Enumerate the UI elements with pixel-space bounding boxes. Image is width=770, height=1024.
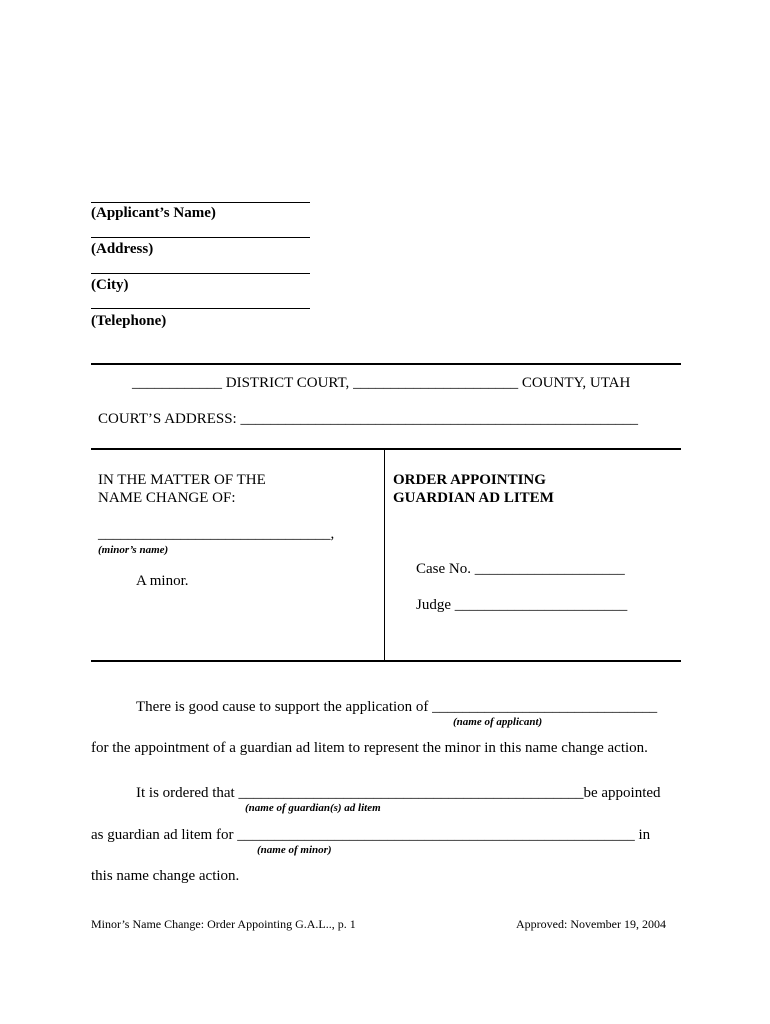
county-utah-text: COUNTY, UTAH [521,375,631,391]
city-label: (City) [91,277,129,293]
in-text: in [638,827,651,843]
be-appointed-text: be appointed [583,785,661,801]
telephone-label: (Telephone) [91,313,167,329]
caption-bottom-rule [91,660,681,662]
footer-right: Approved: November 19, 2004 [516,917,666,931]
para3-text: as guardian ad litem for [91,827,234,843]
name-of-minor-label: (name of minor) [257,844,332,856]
address-label: (Address) [91,241,154,257]
para3-continuation: this name change action. [91,868,240,884]
order-title-line-1: ORDER APPOINTING [393,472,546,488]
telephone-line [91,308,310,309]
city-line [91,273,310,274]
caption-divider [384,449,385,661]
para3-line [91,827,650,844]
court-address-line [98,411,638,428]
judge-line: Judge _______________________ [416,597,628,613]
name-of-guardian-label: (name of guardian(s) ad litem [245,802,381,814]
applicant-name-line [91,202,310,203]
a-minor-text: A minor. [136,573,189,589]
para2-line [136,785,661,802]
para1-text: There is good cause to support the application of [136,699,429,715]
para2-text: It is ordered that [136,785,235,801]
applicant-blank: ______________________________ [432,699,658,715]
district-court-line [132,375,630,392]
footer-left: Minor’s Name Change: Order Appointing G.A.L.., p. 1 [91,917,356,931]
court-top-rule [91,363,681,365]
address-line [91,237,310,238]
district-blank: ____________ [132,375,222,391]
applicant-name-label: (Applicant’s Name) [91,205,216,221]
guardian-blank: ________________________________________ [238,785,539,801]
minor-name-label: (minor’s name) [98,544,169,556]
court-address-blank: _____________________________________________________ [240,411,638,427]
name-of-applicant-label: (name of applicant) [453,716,543,728]
minor-blank: _____________________________________________________ [237,827,635,843]
matter-line-1: IN THE MATTER OF THE [98,472,266,488]
guardian-blank-2: ______ [538,785,584,801]
para1-line [136,699,657,716]
order-title-line-2: GUARDIAN AD LITEM [393,490,554,506]
para1-continuation: for the appointment of a guardian ad litem to represent the minor in this name change action. [91,740,648,756]
case-number: Case No. ____________________ [416,561,625,577]
district-court-text: DISTRICT COURT, [225,375,350,391]
minor-name-blank: _______________________________, [98,526,335,542]
county-blank: ______________________ [353,375,519,391]
caption-top-rule [91,448,681,450]
court-address-label: COURT’S ADDRESS: [98,411,237,427]
matter-line-2: NAME CHANGE OF: [98,490,236,506]
